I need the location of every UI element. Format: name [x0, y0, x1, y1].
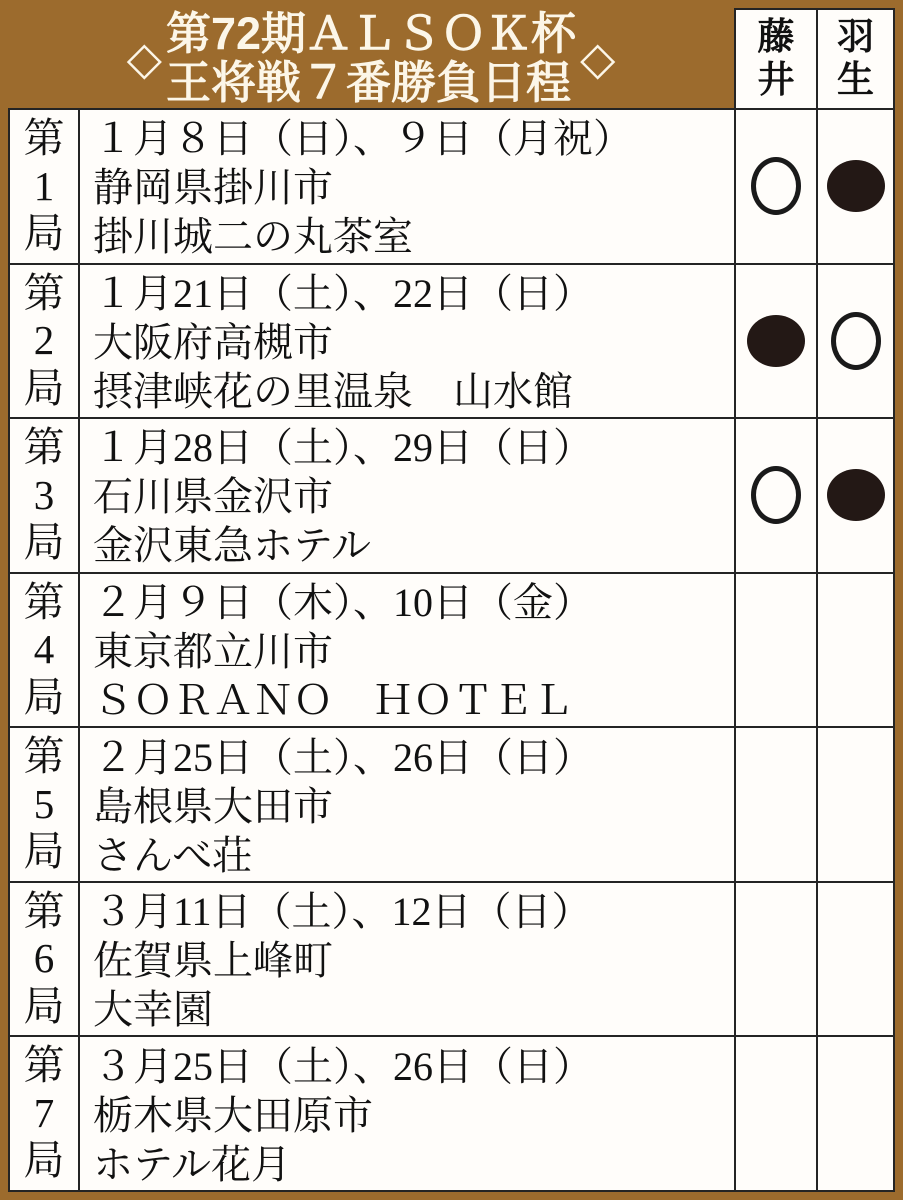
game-venue: 摂津峡花の里温泉 山水館 [93, 368, 573, 414]
game-venue: 金沢東急ホテル [93, 523, 371, 569]
game-date: ２月９日（木）、10日（金） [93, 579, 593, 625]
game-date: ３月25日（土）、26日（日） [93, 1043, 593, 1089]
fujii-result-cell [736, 883, 818, 1038]
game-label: 第2局 [23, 269, 65, 411]
game-label: 第5局 [23, 733, 65, 875]
game-number-cell [8, 1037, 80, 1192]
title-line-1: 第72期ＡＬＳＯＫ杯 [165, 8, 577, 59]
habu-result-cell [818, 265, 895, 420]
game-date: ３月11日（土）、12日（日） [93, 889, 592, 935]
game-number-cell [8, 110, 80, 265]
game-number-cell [8, 419, 80, 574]
game-date: １月８日（日）、９日（月祝） [93, 116, 633, 162]
loss-mark-icon [747, 315, 805, 367]
player-name-habu: 羽生 [836, 17, 874, 102]
diamond-right-icon: ◇ [580, 32, 616, 84]
game-venue: 掛川城二の丸茶室 [93, 214, 413, 260]
game-city: 佐賀県上峰町 [93, 938, 333, 984]
fujii-result-cell [736, 728, 818, 883]
game-detail-cell [80, 419, 736, 574]
title-line-2: 王将戦７番勝負日程 [165, 57, 571, 108]
game-date: ２月25日（土）、26日（日） [93, 734, 593, 780]
game-detail-cell [80, 728, 736, 883]
game-number-cell [8, 883, 80, 1038]
game-detail-cell [80, 574, 736, 729]
fujii-result-cell [736, 574, 818, 729]
habu-result-cell [818, 110, 895, 265]
habu-result-cell [818, 883, 895, 1038]
game-city: 東京都立川市 [93, 628, 333, 674]
fujii-result-cell [736, 419, 818, 574]
game-venue: ホテル花月 [93, 1141, 291, 1187]
game-label: 第7局 [23, 1042, 65, 1184]
title-lines [166, 9, 576, 107]
habu-result-cell [818, 419, 895, 574]
loss-mark-icon [827, 160, 885, 212]
game-label: 第1局 [23, 114, 65, 257]
game-label: 第6局 [23, 887, 65, 1029]
game-city: 大阪府高槻市 [93, 319, 333, 365]
game-city: 石川県金沢市 [93, 474, 333, 520]
game-date: １月21日（土）、22日（日） [93, 270, 593, 316]
player-name-fujii: 藤井 [757, 17, 795, 102]
fujii-result-cell [736, 1037, 818, 1192]
game-detail-cell [80, 265, 736, 420]
game-number-cell [8, 574, 80, 729]
column-header-habu [818, 8, 895, 110]
win-mark-icon [831, 312, 881, 370]
habu-result-cell [818, 728, 895, 883]
game-detail-cell [80, 883, 736, 1038]
table-title [8, 8, 736, 110]
game-venue: ＳＯＲＡＮＯ ＨＯＴＥＬ [93, 677, 573, 723]
schedule-table [8, 8, 895, 1192]
game-detail-cell [80, 1037, 736, 1192]
column-header-fujii [736, 8, 818, 110]
game-venue: さんべ荘 [93, 832, 253, 878]
diamond-left-icon: ◇ [126, 32, 162, 84]
fujii-result-cell [736, 265, 818, 420]
habu-result-cell [818, 1037, 895, 1192]
win-mark-icon [751, 466, 801, 524]
game-number-cell [8, 265, 80, 420]
game-label: 第4局 [23, 578, 65, 720]
game-venue: 大幸園 [93, 987, 213, 1033]
habu-result-cell [818, 574, 895, 729]
game-city: 静岡県掛川市 [93, 165, 333, 211]
game-number-cell [8, 728, 80, 883]
loss-mark-icon [827, 469, 885, 521]
win-mark-icon [751, 157, 801, 215]
game-city: 島根県大田市 [93, 783, 333, 829]
game-detail-cell [80, 110, 736, 265]
game-date: １月28日（土）、29日（日） [93, 425, 593, 471]
fujii-result-cell [736, 110, 818, 265]
game-city: 栃木県大田原市 [93, 1092, 373, 1138]
game-label: 第3局 [23, 424, 65, 566]
